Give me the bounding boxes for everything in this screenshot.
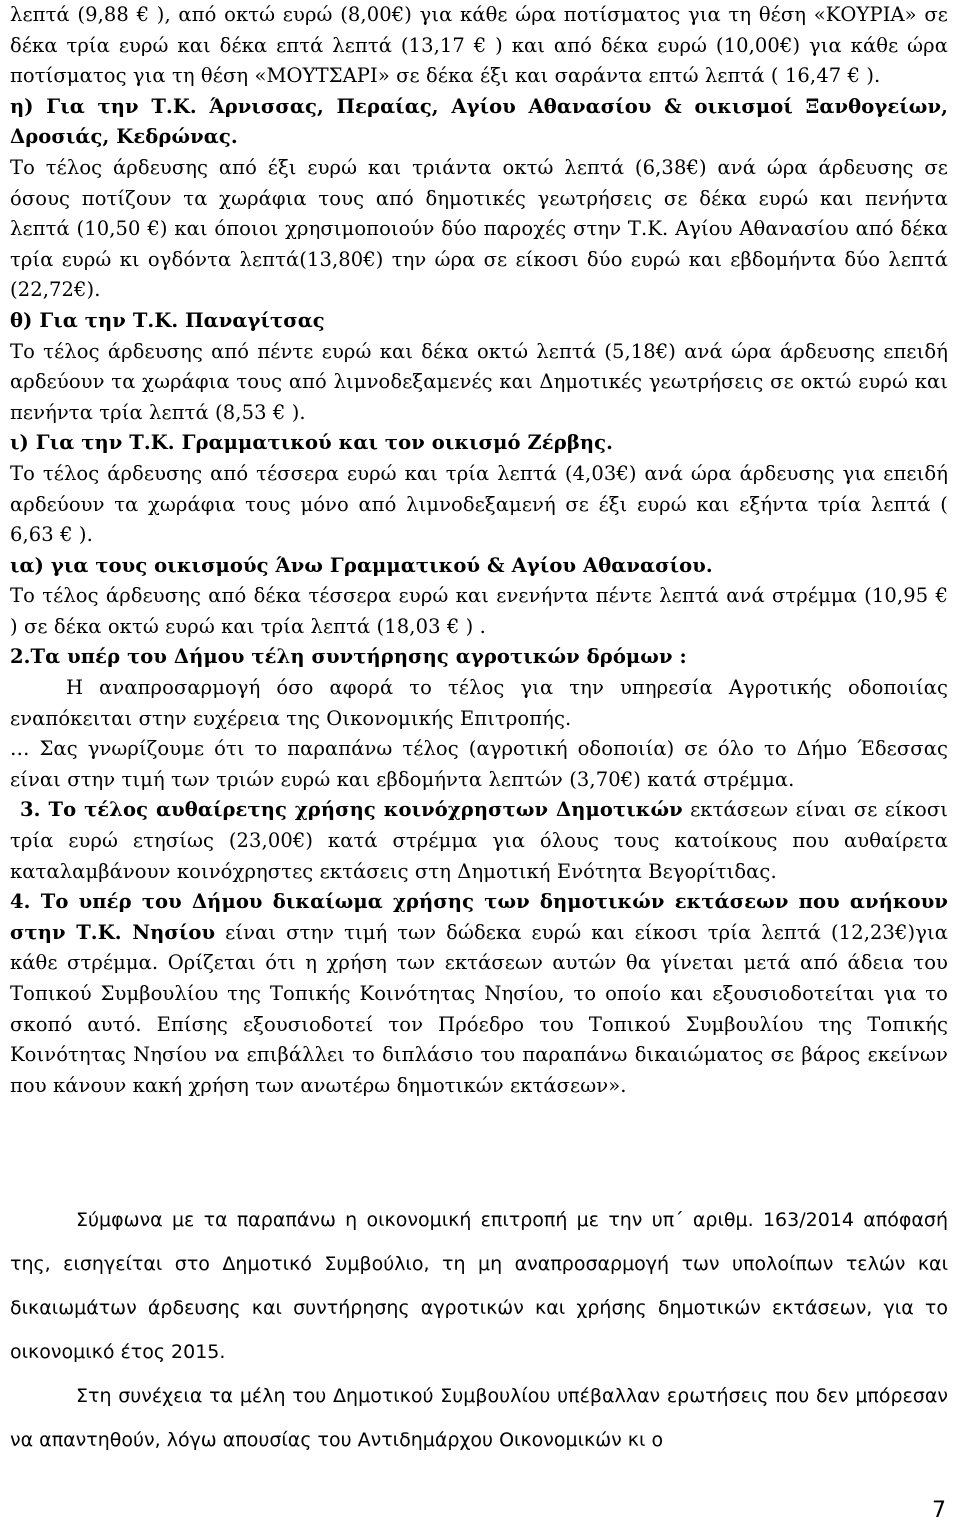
- paragraph-road-maintenance: Η αναπροσαρμογή όσο αφορά το τέλος για την υπηρεσία Αγροτικής οδοποιίας εναπόκειται στην ευχέρεια της Οικονομικής Επιτροπής.: [10, 676, 948, 730]
- section-4-heading: 4. Το υπέρ του Δήμου δικαίωμα χρήσης των δημοτικών εκτάσεων που ανήκουν στην Τ.Κ. Νησίου: [10, 890, 948, 944]
- section-heading-ia: ια) για τους οικισμούς Άνω Γραμματικού & Αγίου Αθανασίου.: [10, 553, 713, 577]
- paragraph-section-4: [10, 887, 948, 1101]
- section-heading-2: 2.Τα υπέρ του Δήμου τέλη συντήρησης αγροτικών δρόμων :: [10, 645, 687, 669]
- document-body: [10, 0, 948, 1101]
- paragraph-grammatiko-fees: Το τέλος άρδευσης από τέσσερα ευρώ και τρία λεπτά (4,03€) ανά ώρα άρδευσης για επειδή αρδεύουν τα χωράφια τους μόνο από λιμνοδεξαμενή σε έξι ευρώ και εξήντα τρία λεπτά ( 6,63 € ).: [10, 461, 948, 547]
- section-heading-iota: ι) Για την Τ.Κ. Γραμματικού και τον οικισμό Ζέρβης.: [10, 431, 614, 455]
- document-closing: [10, 1198, 948, 1462]
- paragraph-ano-grammatiko-fees: Το τέλος άρδευσης από δέκα τέσσερα ευρώ και ενενήντα πέντε λεπτά ανά στρέμμα (10,95 € ) σε δέκα οκτώ ευρώ και τρία λεπτά (18,03 € ) .: [10, 584, 948, 638]
- paragraph-panagitsa-fees: Το τέλος άρδευσης από πέντε ευρώ και δέκα οκτώ λεπτά (5,18€) ανά ώρα άρδευσης επειδή αρδεύουν τα χωράφια τους από λιμνοδεξαμενές και Δημοτικές γεωτρήσεις σε οκτώ ευρώ και πενήντα τρία λεπτά (8,53 € ).: [10, 339, 948, 424]
- section-heading-eta: η) Για την Τ.Κ. Άρνισσας, Περαίας, Αγίου Αθανασίου & οικισμοί Ξανθογείων, Δροσιάς, Κεδρώνας.: [10, 94, 948, 149]
- page-number: 7: [932, 1498, 946, 1523]
- paragraph-fee-continuation: λεπτά (9,88 € ), από οκτώ ευρώ (8,00€) για κάθε ώρα ποτίσματος για τη θέση «ΚΟΥΡΙΑ» σε δέκα τρία ευρώ και δέκα επτά λεπτά (13,17 € ) και από δέκα ευρώ (10,00€) για κάθε ώρα ποτίσματος για τη θέση «ΜΟΥΤΣΑΡΙ» σε δέκα έξι και σαράντα επτώ λεπτά ( 16,47 € ).: [10, 3, 948, 88]
- section-heading-theta: θ) Για την Τ.Κ. Παναγίτσας: [10, 308, 325, 332]
- paragraph-council-questions: Στη συνέχεια τα μέλη του Δημοτικού Συμβουλίου υπέβαλλαν ερωτήσεις που δεν μπόρεσαν να απαντηθούν, λόγω απουσίας του Αντιδημάρχου Οικονομικών κι ο: [10, 1385, 948, 1451]
- paragraph-section-3: [10, 795, 948, 887]
- paragraph-committee-decision: Σύμφωνα με τα παραπάνω η οικονομική επιτροπή με την υπ΄ αριθμ. 163/2014 απόφασή της, εισηγείται στο Δημοτικό Συμβούλιο, τη μη αναπροσαρμογή των υπολοίπων τελών και δικαιωμάτων άρδευσης και συντήρησης αγροτικών και χρήσης δημοτικών εκτάσεων, για το οικονομικό έτος 2015.: [10, 1209, 948, 1363]
- section-3-heading: 3. Το τέλος αυθαίρετης χρήσης κοινόχρηστων Δημοτικών: [20, 798, 683, 822]
- section-3-text: εκτάσεων είναι σε είκοσι τρία ευρώ ετησίως (23,00€) κατά στρέμμα για όλους τους κατοίκους που αυθαίρετα καταλαμβάνουν κοινόχρηστες εκτάσεις στη Δημοτική Ενότητα Βεγορίτιδας.: [10, 798, 949, 883]
- paragraph-road-fee-notice: … Σας γνωρίζουμε ότι το παραπάνω τέλος (αγροτική οδοποιία) σε όλο το Δήμο Έδεσσας είναι στην τιμή των τριών ευρώ και εβδομήντα λεπτών (3,70€) κατά στρέμμα.: [10, 737, 948, 791]
- paragraph-arnissa-fees: Το τέλος άρδευσης από έξι ευρώ και τριάντα οκτώ λεπτά (6,38€) ανά ώρα άρδευσης σε όσους ποτίζουν τα χωράφια τους από δημοτικές γεωτρήσεις σε δέκα ευρώ και πενήντα λεπτά (10,50 €) και όποιοι χρησιμοποιούν δύο παροχές στην Τ.Κ. Αγίου Αθανασίου από δέκα τρία ευρώ κι ογδόντα λεπτά(13,80€) την ώρα σε είκοσι δύο ευρώ και εβδομήντα δύο λεπτά (22,72€).: [10, 155, 948, 302]
- section-4-text: είναι στην τιμή των δώδεκα ευρώ και είκοσι τρία λεπτά (12,23€)για κάθε στρέμμα. Ορίζεται ότι η χρήση των εκτάσεων αυτών θα γίνεται μετά από άδεια του Τοπικού Συμβουλίου της Τοπικής Κοινότητας Νησίου, το οποίο και εξουσιοδοτείται για το σκοπό αυτό. Επίσης εξουσιοδοτεί τον Πρόεδρο του Τοπικού Συμβουλίου της Τοπικής Κοινότητας Νησίου να επιβάλλει το διπλάσιο του παραπάνω δικαιώματος σε βάρος εκείνων που κάνουν κακή χρήση των ανωτέρω δημοτικών εκτάσεων».: [10, 920, 948, 1097]
